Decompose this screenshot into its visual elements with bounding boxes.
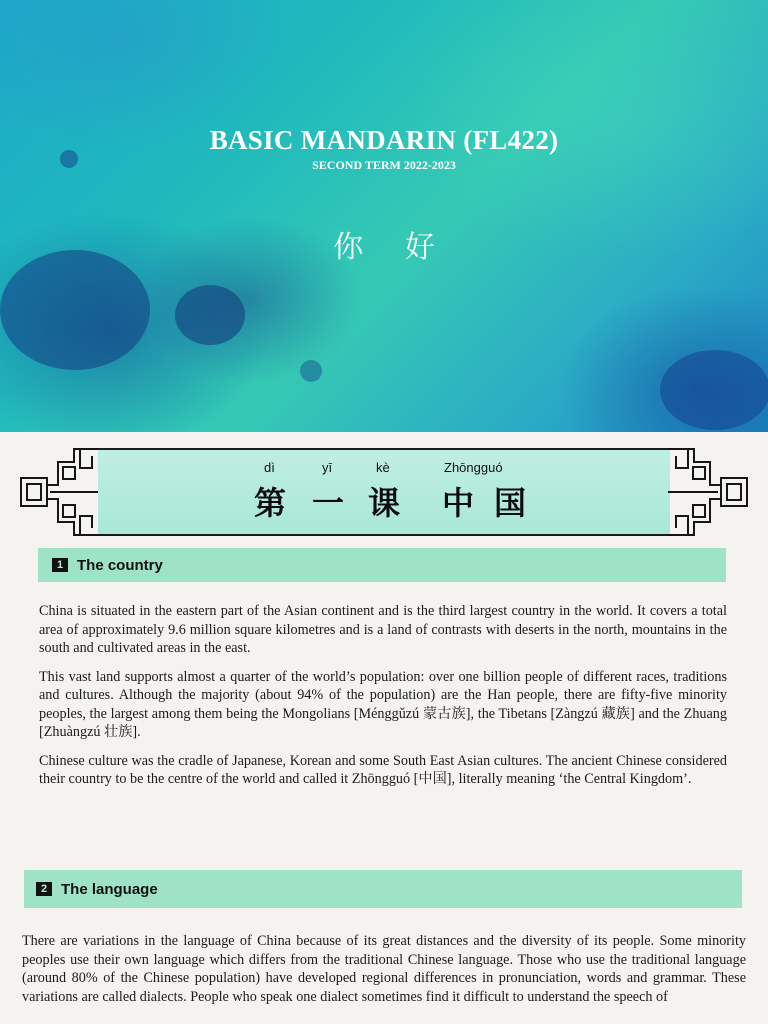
paragraph: This vast land supports almost a quarter of the world’s population: over one billion people of different races, traditions and cultures. Although the majority (about 94% of the population) are the Han people, there are fifty-five minority peoples, the largest among them being the Mongolians [Ménggǔzú 蒙古族], the Tibetans [Zàngzú 藏族] and the Zhuang [Zhuàngzú 壮族].: [39, 668, 727, 740]
section-title: The language: [61, 880, 158, 898]
section-header-country: [38, 548, 726, 582]
paragraph: There are variations in the language of China because of its great distances and the diversity of its people. Some minority peoples use their own language which differs from the traditional Chinese language. Those who use the traditional language (around 80% of the Chinese population) have developed regional differences in pronunciation, words and grammar. These variations are called dialects. People who speak one dialect sometimes find it difficult to understand the speech of: [22, 933, 746, 1005]
cover-title-block: [0, 122, 768, 266]
section-number-badge: 1: [52, 558, 68, 572]
pinyin-syllable: yī: [322, 460, 333, 475]
cover-title: BASIC MANDARIN (FL422): [209, 125, 559, 155]
paint-splash-decoration: [660, 350, 768, 430]
pinyin-syllable: dì: [264, 460, 275, 475]
paint-splash-decoration: [0, 250, 150, 370]
hanzi-character: 国: [494, 484, 527, 522]
lesson-pinyin: [20, 460, 748, 476]
section-2-body: [22, 932, 746, 1024]
lesson-banner: [20, 440, 748, 544]
paint-splash-decoration: [300, 360, 322, 382]
textbook-page: [0, 432, 768, 1024]
cover-greeting: 你 好: [333, 230, 451, 265]
pinyin-syllable: Zhōngguó: [444, 460, 503, 475]
pinyin-syllable: kè: [376, 460, 390, 475]
paragraph: Chinese culture was the cradle of Japanese, Korean and some South East Asian cultures. The ancient Chinese considered their country to be the centre of the world and called it Zhōngguó [中国], literally meaning ‘the Central Kingdom’.: [39, 752, 727, 787]
hanzi-character: 第: [254, 484, 287, 522]
hanzi-character: 中: [442, 484, 475, 522]
cover-subtitle: SECOND TERM 2022-2023: [312, 158, 456, 172]
hanzi-character: 一: [312, 484, 345, 522]
section-header-language: [24, 870, 742, 908]
hanzi-character: 课: [368, 484, 401, 522]
paint-splash-decoration: [175, 285, 245, 345]
lesson-title-hanzi: [20, 478, 748, 522]
section-number-badge: 2: [36, 882, 52, 896]
paragraph: China is situated in the eastern part of the Asian continent and is the third largest country in the world. It covers a total area of approximately 9.6 million square kilometres and is a land of contrasts with deserts in the north, mountains in the south and cultivated areas in the east.: [39, 603, 727, 656]
cover-slide: [0, 0, 768, 432]
section-1-body: [39, 602, 727, 789]
section-title: The country: [77, 556, 163, 574]
